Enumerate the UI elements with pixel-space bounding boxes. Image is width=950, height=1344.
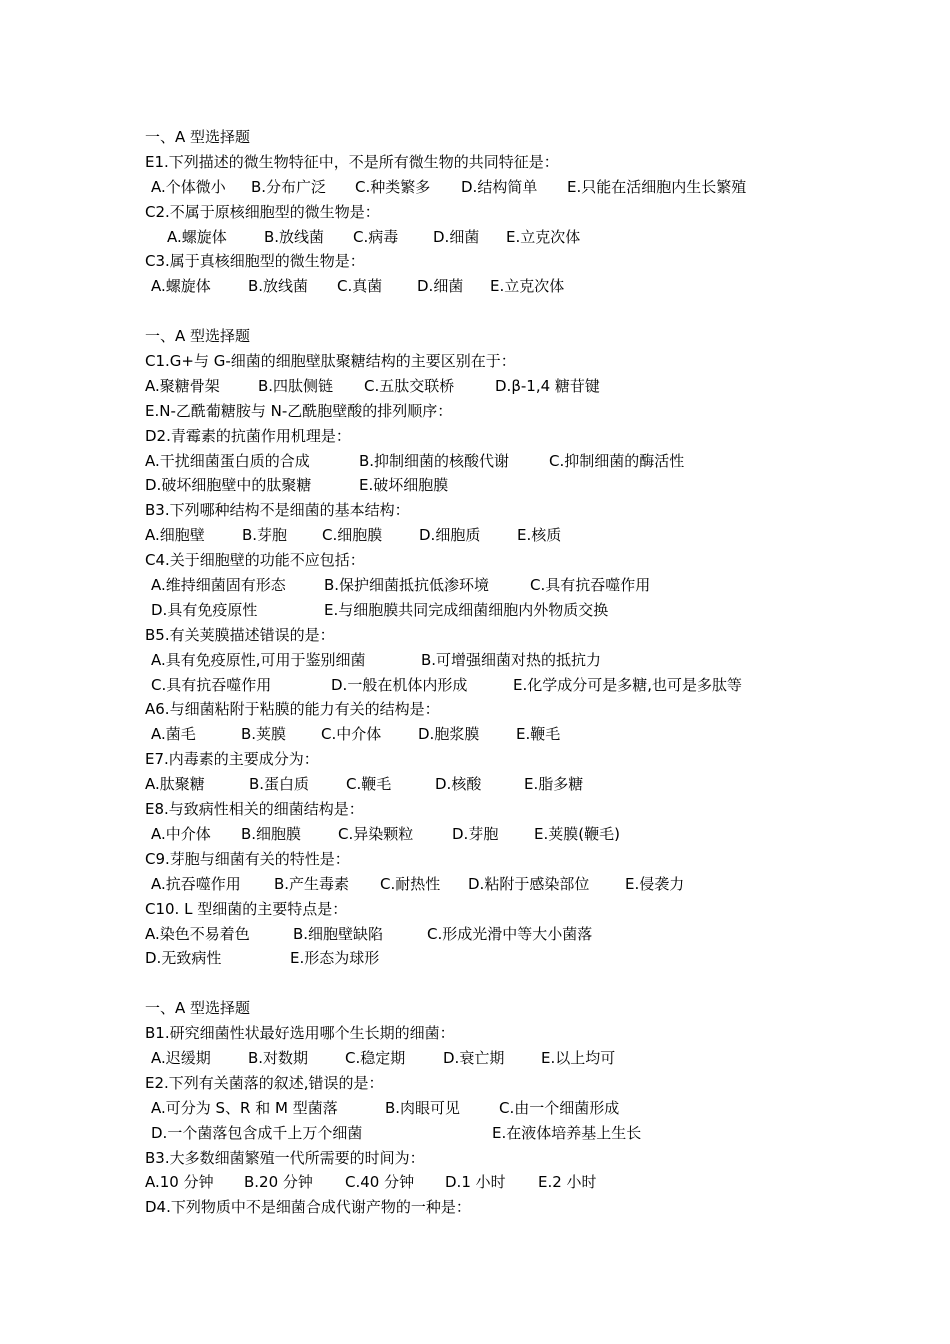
answer-option: D.一个菌落包含成千上万个细菌 <box>151 1123 363 1142</box>
answer-option: B.荚膜 <box>241 725 287 744</box>
answer-option: A.具有免疫原性,可用于鉴别细菌 <box>151 650 366 669</box>
answer-option: D.芽胞 <box>452 824 499 843</box>
answer-option: C.种类繁多 <box>355 177 431 196</box>
answer-option: A.菌毛 <box>151 725 196 744</box>
answer-options-row <box>145 822 845 847</box>
answer-option: A.维持细菌固有形态 <box>151 576 286 595</box>
answer-options-row <box>145 598 845 623</box>
answer-option: D.衰亡期 <box>443 1048 505 1067</box>
answer-option: C.抑制细菌的酶活性 <box>549 451 685 470</box>
answer-option: E.核质 <box>517 526 562 545</box>
section-heading: 一、A 型选择题 <box>145 999 251 1018</box>
answer-options-row <box>145 225 845 250</box>
answer-options-row <box>145 772 845 797</box>
answer-option: D.破坏细胞壁中的肽聚糖 <box>145 476 312 495</box>
answer-option: E.破坏细胞膜 <box>359 476 449 495</box>
answer-option: D.细菌 <box>417 277 464 296</box>
answer-option: B.产生毒素 <box>274 874 350 893</box>
answer-option: C.病毒 <box>353 227 399 246</box>
answer-option: D.结构简单 <box>461 177 538 196</box>
answer-option: C.40 分钟 <box>345 1173 415 1192</box>
answer-option: B.分布广泛 <box>251 177 327 196</box>
answer-option: E.立克次体 <box>490 277 565 296</box>
answer-option: B.抑制细菌的核酸代谢 <box>359 451 510 470</box>
answer-option: B.蛋白质 <box>249 775 310 794</box>
answer-option: B.肉眼可见 <box>385 1098 461 1117</box>
answer-options-row <box>145 473 845 498</box>
question-text: C2.不属于原核细胞型的微生物是： <box>145 202 380 221</box>
answer-option: B.保护细菌抵抗低渗环境 <box>324 576 490 595</box>
question-text: E7.内毒素的主要成分为： <box>145 750 319 769</box>
question-section <box>145 996 845 1220</box>
answer-option: B.可增强细菌对热的抵抗力 <box>421 650 602 669</box>
answer-option: D.β-1,4 糖苷键 <box>495 376 600 395</box>
answer-option: E.脂多糖 <box>524 775 584 794</box>
answer-option: A.肽聚糖 <box>145 775 205 794</box>
question-text: B3.大多数细菌繁殖一代所需要的时间为： <box>145 1148 425 1167</box>
question-text: C10. L 型细菌的主要特点是： <box>145 899 348 918</box>
answer-option: D.具有免疫原性 <box>151 600 258 619</box>
question-text: D4.下列物质中不是细菌合成代谢产物的一种是： <box>145 1198 471 1217</box>
answer-options-row <box>145 648 845 673</box>
answer-option: A.细胞壁 <box>145 526 205 545</box>
answer-option: C.由一个细菌形成 <box>499 1098 620 1117</box>
answer-option: A.螺旋体 <box>151 277 211 296</box>
question-text: E.N-乙酰葡糖胺与 N-乙酰胞壁酸的排列顺序： <box>145 401 453 420</box>
question-section <box>145 125 845 299</box>
answer-option: B.细胞膜 <box>241 824 302 843</box>
answer-options-row <box>145 1046 845 1071</box>
answer-option: D.核酸 <box>435 775 482 794</box>
answer-option: D.粘附于感染部位 <box>468 874 590 893</box>
answer-option: B.细胞壁缺陷 <box>293 924 384 943</box>
answer-option: E.2 小时 <box>538 1173 597 1192</box>
question-text: A6.与细菌粘附于粘膜的能力有关的结构是： <box>145 700 440 719</box>
question-text: E1.下列描述的微生物特征中，不是所有微生物的共同特征是： <box>145 152 559 171</box>
section-spacer <box>145 971 845 996</box>
answer-option: E.荚膜(鞭毛) <box>534 824 620 843</box>
answer-options-row <box>145 946 845 971</box>
answer-option: C.真菌 <box>337 277 383 296</box>
answer-option: B.放线菌 <box>248 277 309 296</box>
answer-option: A.染色不易着色 <box>145 924 250 943</box>
answer-option: E.以上均可 <box>541 1048 616 1067</box>
answer-option: A.个体微小 <box>151 177 226 196</box>
answer-option: B.芽胞 <box>242 526 288 545</box>
answer-option: A.干扰细菌蛋白质的合成 <box>145 451 310 470</box>
question-text: E8.与致病性相关的细菌结构是： <box>145 800 364 819</box>
answer-option: C.稳定期 <box>345 1048 406 1067</box>
answer-option: B.对数期 <box>248 1048 309 1067</box>
answer-options-row <box>145 722 845 747</box>
question-text: C1.G+与 G-细菌的细胞壁肽聚糖结构的主要区别在于： <box>145 352 516 371</box>
answer-option: B.放线菌 <box>264 227 325 246</box>
answer-option: D.无致病性 <box>145 949 222 968</box>
answer-option: C.五肽交联桥 <box>364 376 455 395</box>
answer-option: E.与细胞膜共同完成细菌细胞内外物质交换 <box>324 600 609 619</box>
answer-option: C.细胞膜 <box>322 526 383 545</box>
answer-options-row <box>145 922 845 947</box>
answer-options-row <box>145 1121 845 1146</box>
answer-option: C.鞭毛 <box>346 775 392 794</box>
answer-options-row <box>145 1096 845 1121</box>
answer-option: C.中介体 <box>321 725 382 744</box>
question-text: C4.关于细胞壁的功能不应包括： <box>145 551 365 570</box>
answer-options-row <box>145 523 845 548</box>
answer-option: C.具有抗吞噬作用 <box>530 576 651 595</box>
answer-options-row <box>145 449 845 474</box>
answer-option: A.10 分钟 <box>145 1173 214 1192</box>
answer-option: A.抗吞噬作用 <box>151 874 241 893</box>
answer-option: D.细菌 <box>433 227 480 246</box>
question-text: D2.青霉素的抗菌作用机理是： <box>145 426 351 445</box>
answer-option: E.化学成分可是多糖,也可是多肽等 <box>513 675 743 694</box>
answer-option: C.异染颗粒 <box>338 824 414 843</box>
answer-option: C.具有抗吞噬作用 <box>151 675 272 694</box>
answer-options-row <box>145 872 845 897</box>
answer-option: A.可分为 S、R 和 M 型菌落 <box>151 1098 338 1117</box>
question-section <box>145 324 845 971</box>
answer-option: E.立克次体 <box>506 227 581 246</box>
answer-option: C.形成光滑中等大小菌落 <box>427 924 593 943</box>
section-heading: 一、A 型选择题 <box>145 128 251 146</box>
question-text: B3.下列哪种结构不是细菌的基本结构： <box>145 501 410 520</box>
answer-options-row <box>145 1170 845 1195</box>
answer-option: E.在液体培养基上生长 <box>492 1123 642 1142</box>
question-text: B5.有关荚膜描述错误的是： <box>145 625 335 644</box>
answer-options-row <box>145 573 845 598</box>
answer-option: E.侵袭力 <box>625 874 685 893</box>
answer-option: D.一般在机体内形成 <box>331 675 468 694</box>
answer-options-row <box>145 175 845 200</box>
answer-option: D.胞浆膜 <box>418 725 480 744</box>
section-spacer <box>145 299 845 324</box>
answer-option: A.聚糖骨架 <box>145 376 220 395</box>
answer-option: E.只能在活细胞内生长繁殖 <box>567 177 747 196</box>
answer-option: B.20 分钟 <box>244 1173 313 1192</box>
question-text: B1.研究细菌性状最好选用哪个生长期的细菌： <box>145 1024 455 1043</box>
question-text: C9.芽胞与细菌有关的特性是： <box>145 849 350 868</box>
document-content <box>145 125 845 1220</box>
section-heading: 一、A 型选择题 <box>145 327 251 346</box>
answer-options-row <box>145 673 845 698</box>
question-text: C3.属于真核细胞型的微生物是： <box>145 252 365 271</box>
question-text: E2.下列有关菌落的叙述,错误的是： <box>145 1073 384 1092</box>
answer-option: C.耐热性 <box>380 874 441 893</box>
answer-options-row <box>145 374 845 399</box>
answer-option: D.1 小时 <box>445 1173 506 1192</box>
answer-option: A.中介体 <box>151 824 211 843</box>
answer-options-row <box>145 274 845 299</box>
answer-option: D.细胞质 <box>419 526 481 545</box>
answer-option: E.形态为球形 <box>290 949 380 968</box>
answer-option: A.螺旋体 <box>167 227 227 246</box>
answer-option: A.迟缓期 <box>151 1048 211 1067</box>
answer-option: B.四肽侧链 <box>258 376 334 395</box>
answer-option: E.鞭毛 <box>516 725 561 744</box>
